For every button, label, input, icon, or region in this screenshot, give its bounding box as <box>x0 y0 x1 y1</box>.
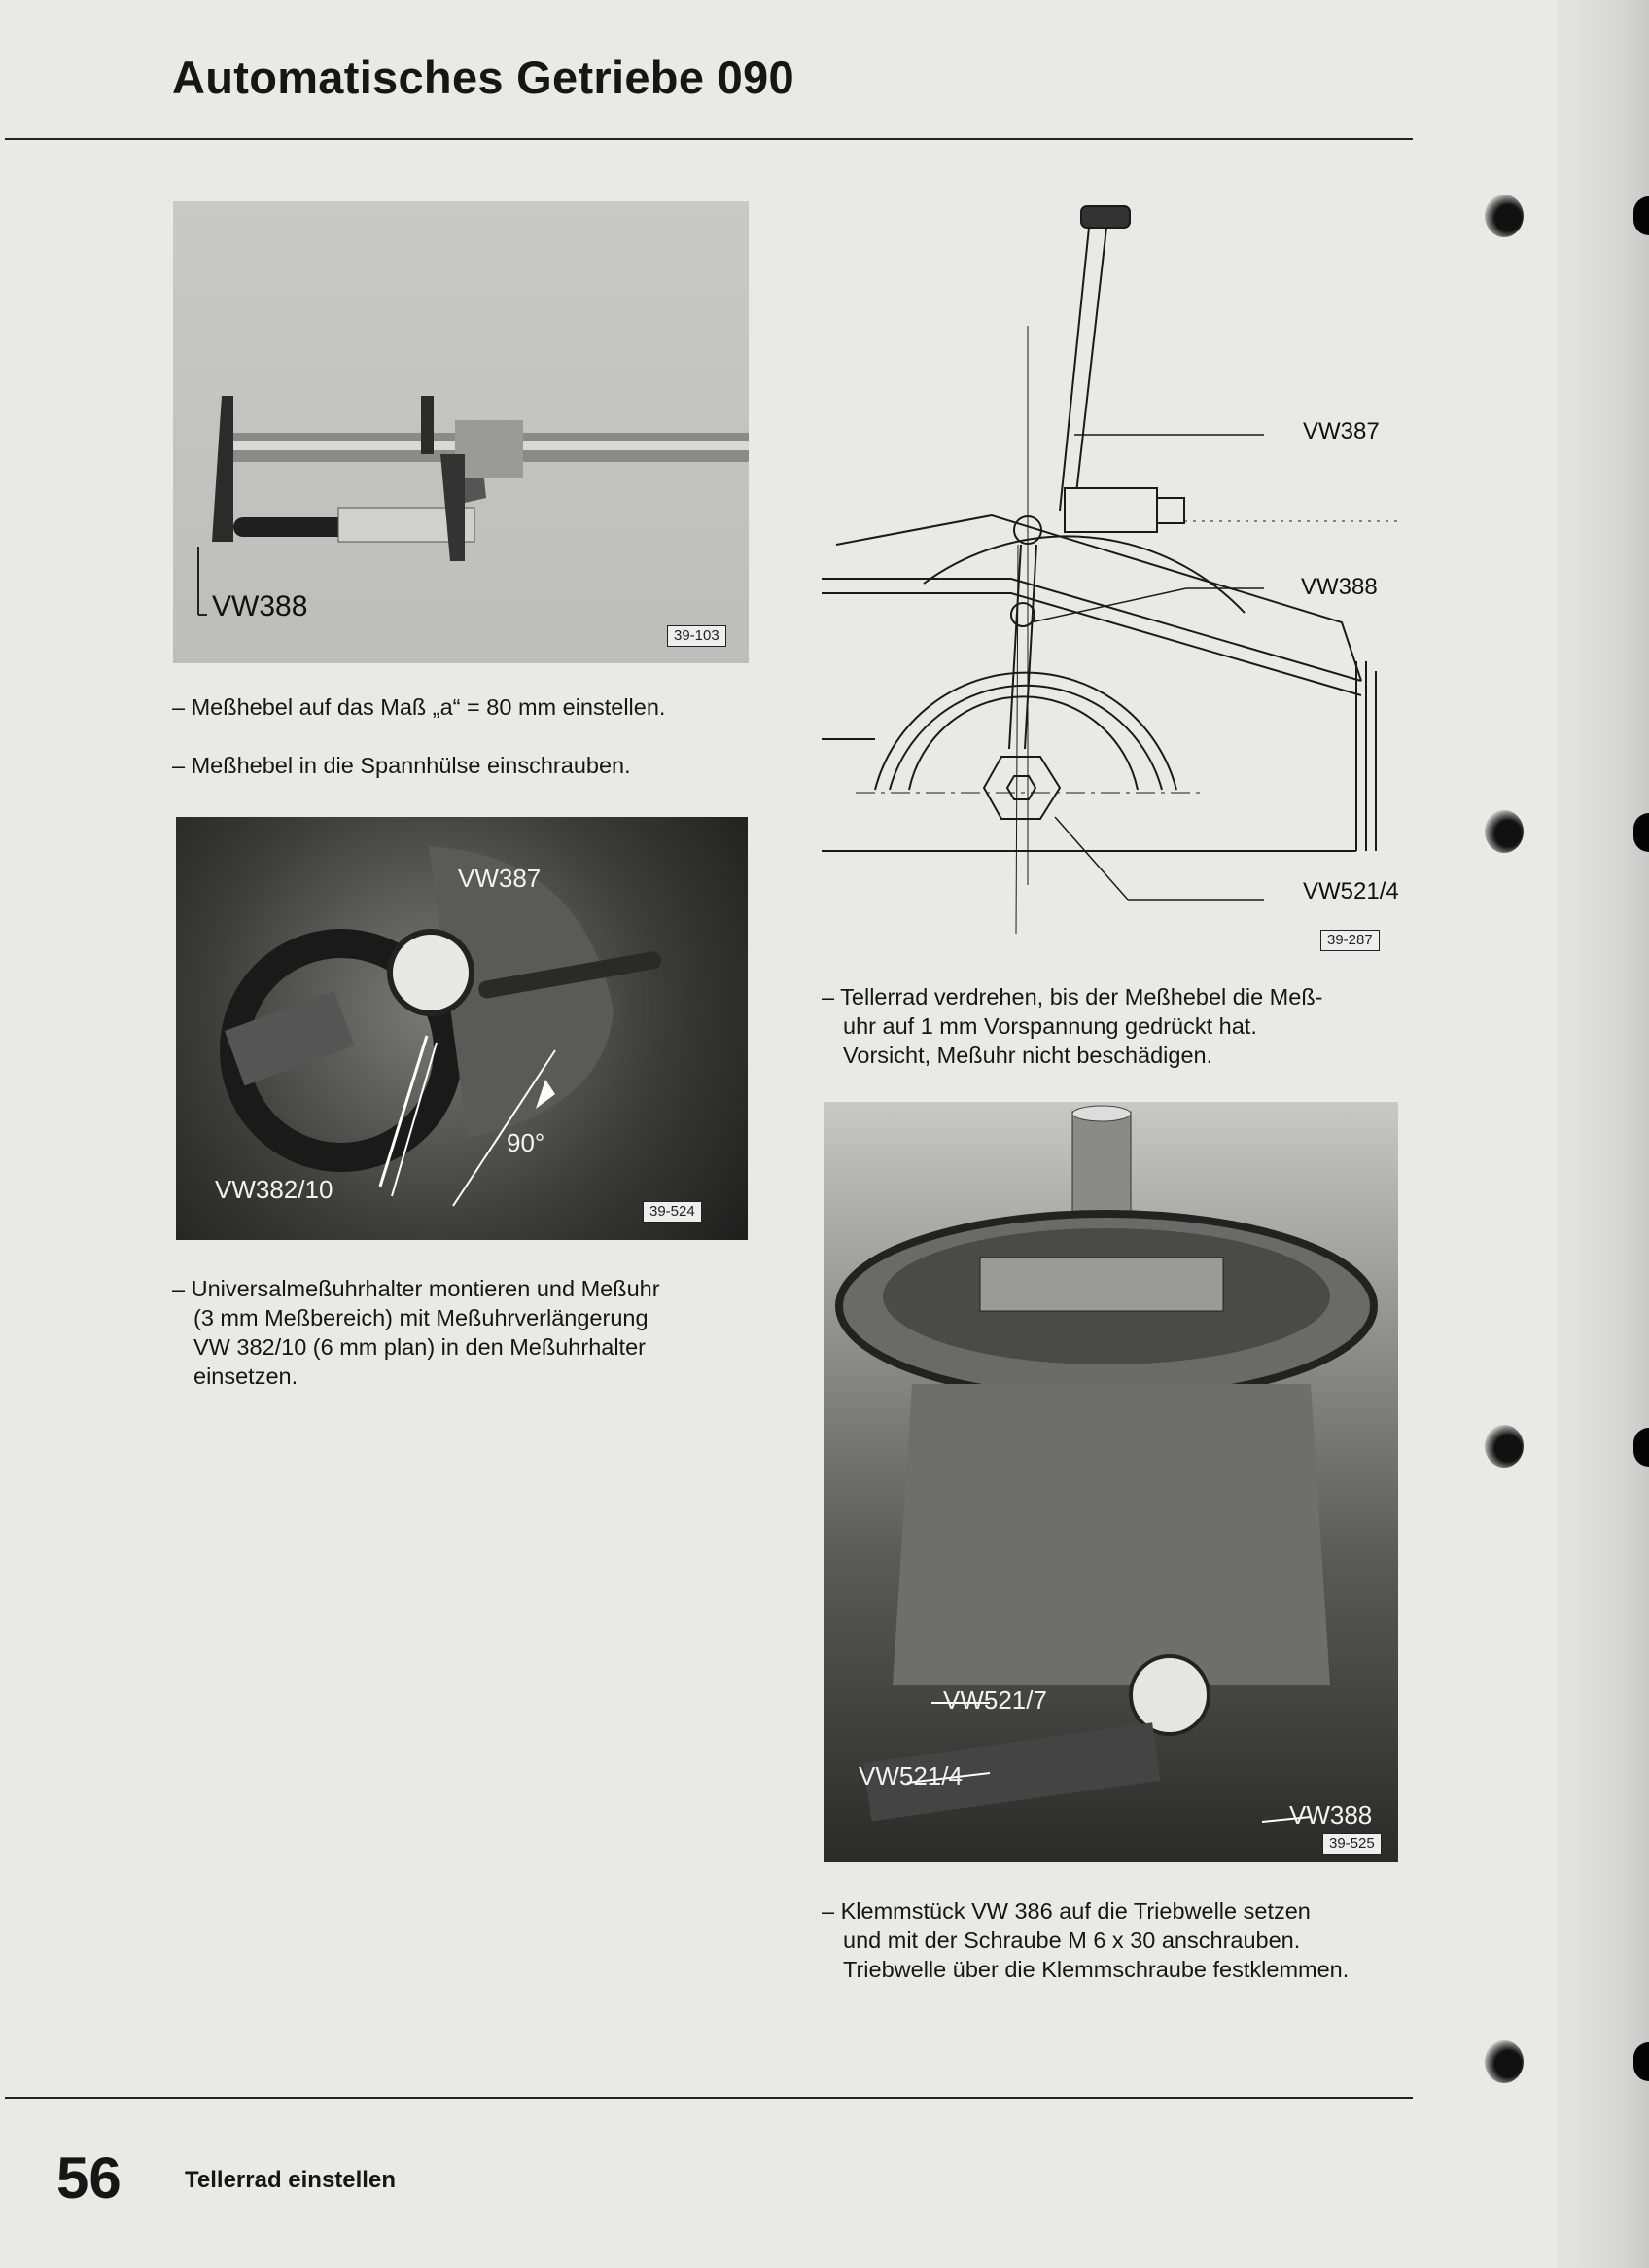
label-90-degrees: 90° <box>507 1128 545 1157</box>
photo-caliper <box>173 201 749 663</box>
figure-ref: 39-103 <box>667 625 726 647</box>
label-vw388: VW388 <box>212 590 308 622</box>
label-vw387: VW387 <box>1303 418 1380 444</box>
step-4: – Tellerrad verdrehen, bis der Meßhebel die Meß- uhr auf 1 mm Vorspannung gedrückt hat. Vorsicht, Meßuhr nicht beschädigen. <box>822 984 1323 1068</box>
punch-hole <box>1485 195 1524 237</box>
page-number: 56 <box>56 2145 122 2211</box>
section-title: Tellerrad einstellen <box>185 2167 396 2193</box>
punch-hole <box>1485 1425 1524 1468</box>
photo-transmission <box>824 1102 1398 1862</box>
label-vw521-7: VW521/7 <box>943 1685 1047 1715</box>
label-vw388: VW388 <box>1289 1800 1373 1829</box>
figure-ref: 39-287 <box>1320 930 1380 951</box>
step-3: – Universalmeßuhrhalter montieren und Meßuhr (3 mm Meßbereich) mit Meßuhrverlängerung VW 382/10 (6 mm plan) in den Meßuhrhalter einsetzen. <box>172 1276 660 1389</box>
punch-hole <box>1485 810 1524 853</box>
step-2: – Meßhebel in die Spannhülse einschrauben. <box>172 753 631 778</box>
punch-hole <box>1485 2040 1524 2083</box>
footer-rule <box>5 2097 1413 2099</box>
step-5: – Klemmstück VW 386 auf die Triebwelle setzen und mit der Schraube M 6 x 30 anschrauben. Triebwelle über die Klemmschraube festklemmen. <box>822 1898 1350 1982</box>
photo-dial-gauge <box>176 817 748 1240</box>
label-vw521-4: VW521/4 <box>1303 878 1399 904</box>
figure-ref: 39-525 <box>1322 1833 1382 1855</box>
figure-ref: 39-524 <box>643 1201 702 1223</box>
step-1: – Meßhebel auf das Maß „a“ = 80 mm einstellen. <box>172 694 666 720</box>
label-vw521-4: VW521/4 <box>859 1761 963 1790</box>
label-vw387: VW387 <box>458 864 542 893</box>
diagram-measuring-lever <box>817 195 1415 953</box>
label-vw382-10: VW382/10 <box>215 1175 333 1204</box>
page-title: Automatisches Getriebe 090 <box>172 52 794 103</box>
header-rule <box>5 138 1413 140</box>
page-edge <box>1557 0 1649 2268</box>
label-vw388: VW388 <box>1301 574 1378 600</box>
